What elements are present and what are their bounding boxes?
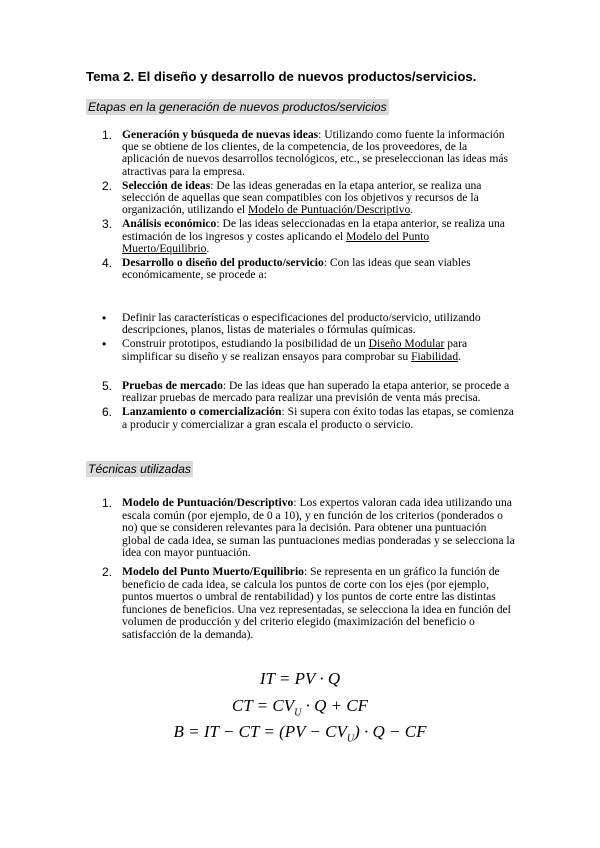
stage-text-end: . xyxy=(410,203,414,217)
item-number: 2. xyxy=(102,178,113,193)
stage-link[interactable]: Modelo de Puntuación/Descriptivo xyxy=(248,203,411,217)
stage-text-end: . xyxy=(206,241,210,255)
formula-cost xyxy=(0,696,600,718)
formula-profit-right: ) · Q − CF xyxy=(354,722,427,741)
item-number: 4. xyxy=(102,256,113,271)
technique-title: Modelo de Puntuación/Descriptivo xyxy=(122,496,294,509)
item-number: 5. xyxy=(102,379,113,393)
stage-text: : De las ideas que han superado la etapa anterior, se procede a realizar pruebas de mercado para realizar una previsión de venta más precisa. xyxy=(122,379,510,405)
bullet-text-end: . xyxy=(458,349,462,363)
bullet-link[interactable]: Diseño Modular xyxy=(368,337,445,351)
bullet-item xyxy=(86,338,516,362)
stage-title: Lanzamiento o comercialización xyxy=(122,405,282,419)
bullet-icon: • xyxy=(102,337,107,352)
stage-title: Desarrollo o diseño del producto/servicio xyxy=(122,256,324,270)
stages-list xyxy=(86,129,516,283)
technique-text: : Los expertos valoran cada idea utilizando una escala común (por ejemplo, de 0 a 10), y en función de los criterios (ponderados o no) que se consideren relevantes para la decisión. Para obtener una puntuación global de cada idea, se suman las puntuaciones medias ponderadas y se selecciona la idea con mayor puntuación. xyxy=(122,496,515,560)
stage-item xyxy=(86,257,516,281)
item-number: 1. xyxy=(102,128,113,142)
technique-item xyxy=(86,497,516,560)
techniques-list xyxy=(86,497,516,644)
formula-profit xyxy=(0,722,600,744)
stage-title: Análisis económico xyxy=(122,217,217,231)
stage-text: : Utilizando como fuente la información que se obtiene de los clientes, de la competencia, de los proveedores, de la aplicación de nuevos desarrollos tecnológicos, etc., se preseleccionan las ideas más atractivas para la empresa. xyxy=(122,128,508,178)
stage-title: Pruebas de mercado xyxy=(122,379,223,392)
stage-title: Selección de ideas xyxy=(122,178,211,192)
bullet-icon: • xyxy=(102,311,107,325)
formula-cost-right: · Q + CF xyxy=(301,696,369,715)
bullet-link[interactable]: Fiabilidad xyxy=(411,349,459,363)
stage-title: Generación y búsqueda de nuevas ideas xyxy=(122,128,319,141)
stage-item xyxy=(86,380,516,404)
page-title: Tema 2. El diseño y desarrollo de nuevos productos/servicios. xyxy=(86,69,477,84)
stage-text: : Si supera con éxito todas las etapas, se comienza a producir y comercializar a gran escala el producto o servicio. xyxy=(122,405,514,431)
stage-item xyxy=(86,218,516,255)
formula-cost-sub: U xyxy=(294,707,302,719)
bullet-text: Construir prototipos, estudiando la posibilidad de un xyxy=(122,337,369,351)
technique-text: : Se representa en un gráfico la función de beneficio de cada idea, se calcula los puntos de corte con los ejes (por ejemplo, puntos muertos o umbral de rentabilidad) y los puntos de corte entre las distintas funciones de beneficios. Una vez representadas, se selecciona la idea en función del volumen de producción y del criterio elegido (maximización del beneficio o satisfacción de la demanda). xyxy=(122,564,511,641)
formula-profit-sub: U xyxy=(346,733,355,745)
stage-item xyxy=(86,180,516,217)
item-number: 6. xyxy=(102,405,113,420)
stage-item xyxy=(86,406,516,430)
item-number: 3. xyxy=(102,217,113,232)
technique-item xyxy=(86,566,516,642)
development-bullets xyxy=(86,312,516,365)
bullet-text: Definir las características o especificaciones del producto/servicio, utilizando descripciones, planos, listas de materiales o fórmulas químicas. xyxy=(122,311,481,337)
stage-item xyxy=(86,129,516,178)
stages-list-continued xyxy=(86,380,516,433)
stage-text: : De las ideas generadas en la etapa anterior, se realiza una selección de aquellas que sean compatibles con los objetivos y recursos de la organización, utilizando el xyxy=(122,178,482,217)
stage-link[interactable]: Modelo del Punto Muerto/Equilibrio xyxy=(122,229,430,255)
technique-title: Modelo del Punto Muerto/Equilibrio xyxy=(122,564,304,578)
item-number: 2. xyxy=(102,564,113,579)
bullet-item xyxy=(86,312,516,336)
section-heading-techniques: Técnicas utilizadas xyxy=(88,462,191,476)
stage-text: : Con las ideas que sean viables económicamente, se procede a: xyxy=(122,256,471,282)
section-heading-stages: Etapas en la generación de nuevos productos/servicios xyxy=(88,100,387,114)
formula-revenue: IT = PV · Q xyxy=(259,669,341,688)
stage-text: : De las ideas seleccionadas en la etapa anterior, se realiza una estimación de los ingresos y costes aplicando el xyxy=(122,217,505,243)
formula-profit-left: B = IT − CT = (PV − CV xyxy=(173,722,347,741)
bullet-text-mid: para simplificar su diseño y se realizan ensayos para comprobar su xyxy=(122,337,468,363)
formula-cost-left: CT = CV xyxy=(231,696,295,715)
item-number: 1. xyxy=(102,496,113,510)
